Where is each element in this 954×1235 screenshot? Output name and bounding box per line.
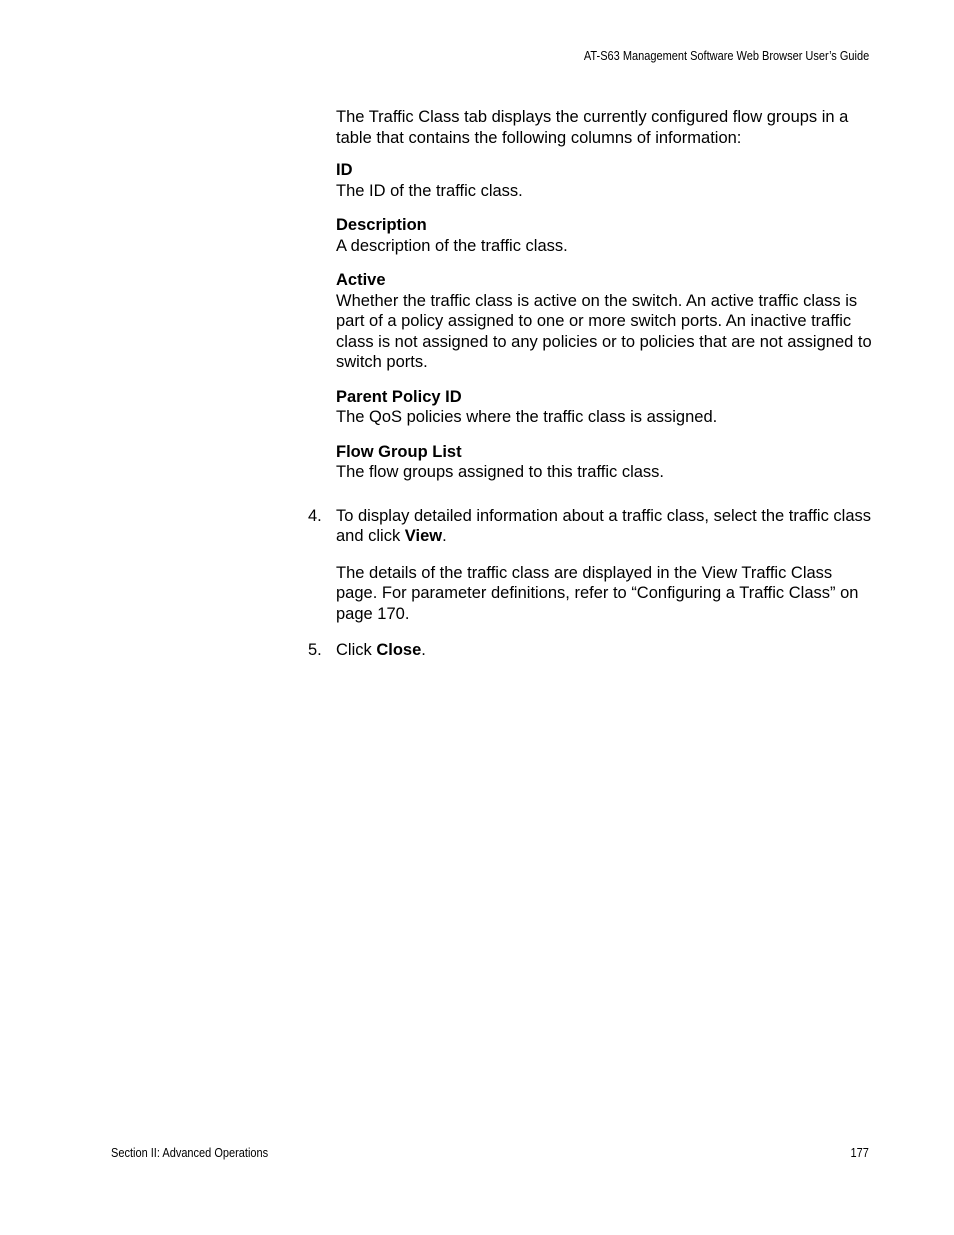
running-header: AT-S63 Management Software Web Browser User’s Guide (583, 49, 869, 63)
footer-section: Section II: Advanced Operations (111, 1146, 269, 1160)
step-4 (308, 506, 876, 625)
step-number: 5. (308, 641, 322, 659)
page-number: 177 (850, 1146, 869, 1160)
definition-text: The ID of the traffic class. (336, 181, 523, 200)
definition-text: A description of the traffic class. (336, 236, 568, 255)
step-instruction (336, 640, 876, 661)
definition-term: Description (336, 216, 427, 234)
step-text: To display detailed information about a traffic class, select the traffic class and click (336, 506, 871, 545)
definition-id (336, 160, 876, 201)
step-instruction (336, 506, 876, 547)
definition-text: The flow groups assigned to this traffic class. (336, 463, 665, 481)
step-text: Click (336, 641, 377, 659)
definition-term: ID (336, 161, 353, 179)
step-number: 4. (308, 506, 322, 525)
step-button-name: View (404, 527, 443, 545)
definition-term: Flow Group List (336, 442, 462, 461)
definition-text: Whether the traffic class is active on the switch. An active traffic class is part of a policy assigned to one or more switch ports. An inactive traffic class is not assigned to any policies or to policies that are not assigned to switch ports. (336, 291, 872, 371)
step-button-name: Close (376, 641, 422, 659)
step-text-end: . (421, 641, 426, 659)
definition-active (336, 270, 876, 373)
page-content (308, 107, 876, 661)
step-5 (308, 640, 876, 661)
definition-description (336, 215, 876, 256)
definition-term: Parent Policy ID (336, 387, 462, 406)
step-result: The details of the traffic class are displayed in the View Traffic Class page. For parameter definitions, refer to “Configuring a Traffic Class” on page 170. (336, 563, 859, 623)
definition-parent-policy-id (336, 387, 876, 428)
step-text-end: . (442, 527, 447, 545)
definition-text: The QoS policies where the traffic class is assigned. (336, 408, 718, 426)
definition-flow-group-list (336, 442, 876, 483)
definition-term: Active (336, 271, 386, 289)
intro-paragraph: The Traffic Class tab displays the currently configured flow groups in a table that contains the following columns of information: (336, 108, 849, 147)
